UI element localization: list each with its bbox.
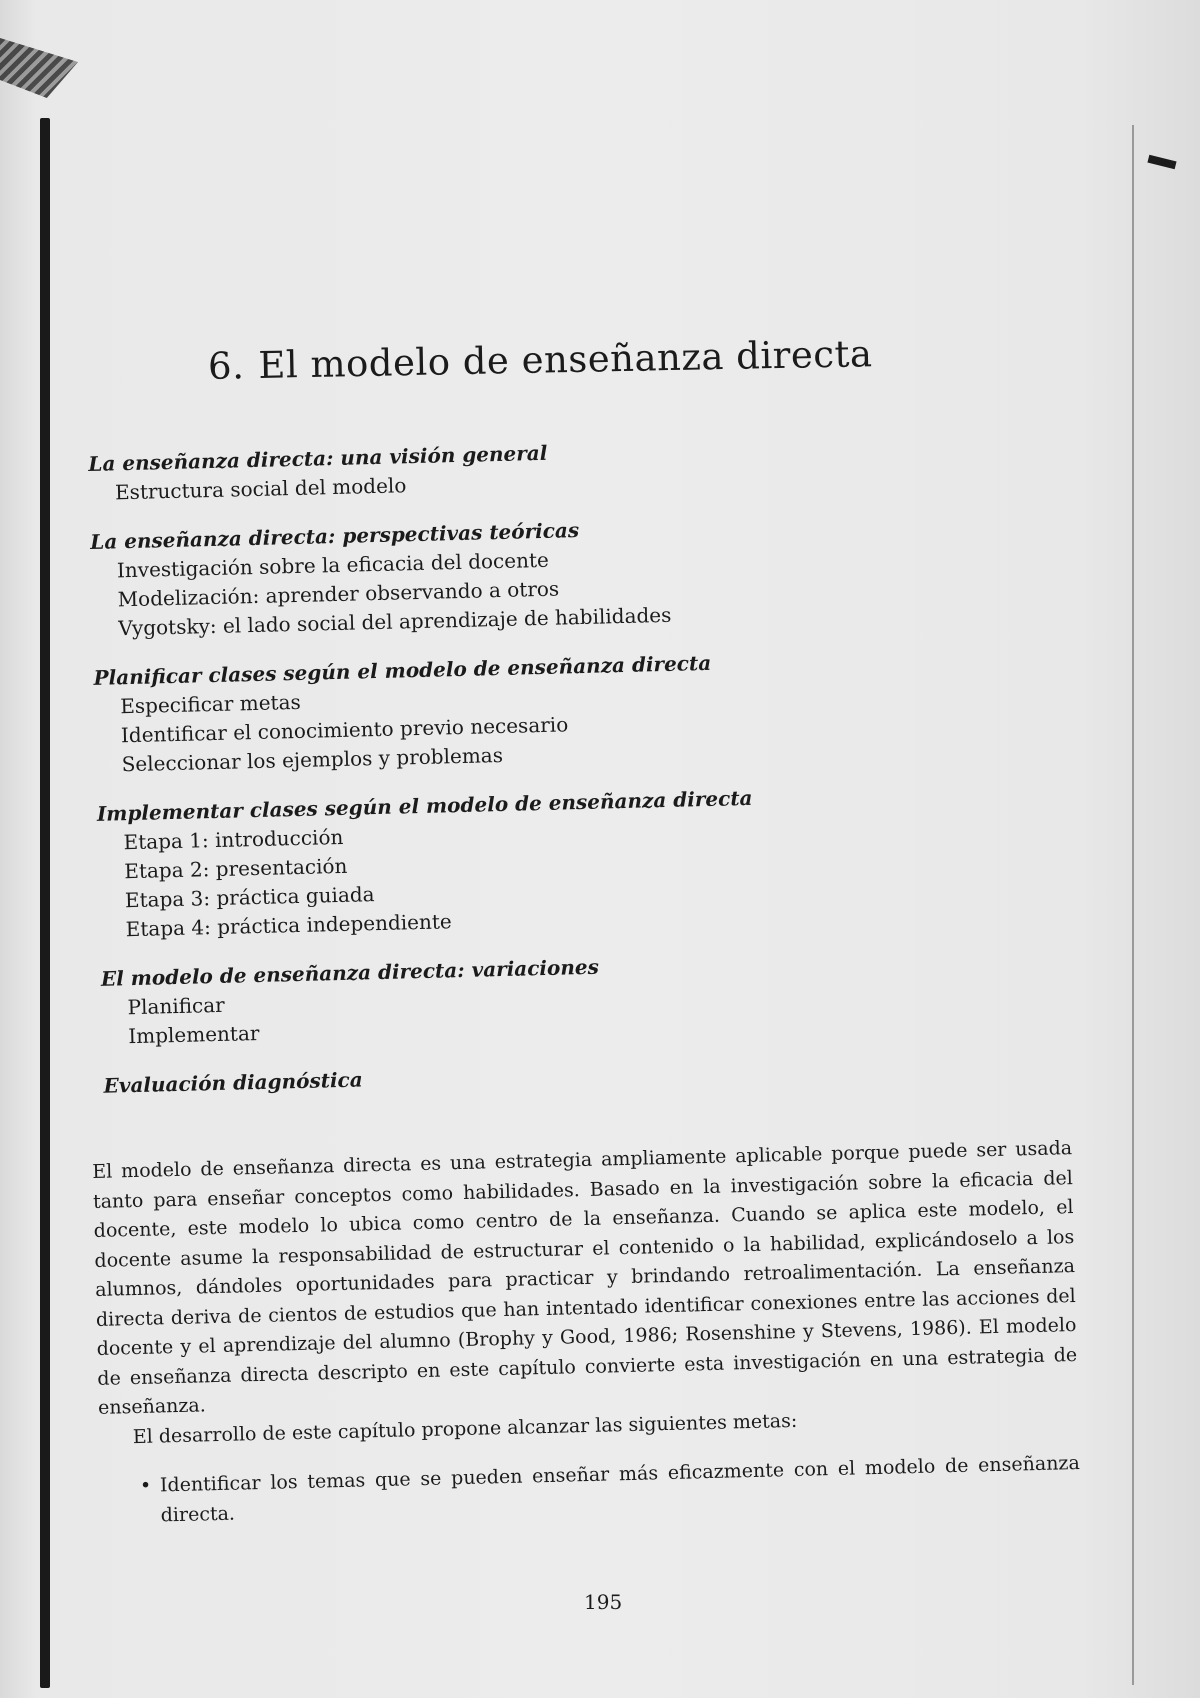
outline-item: Vygotsky: el lado social del aprendizaje de habilidades: [118, 602, 672, 641]
outline-item: Especificar metas: [119, 689, 302, 719]
outline-item: Etapa 3: práctica guiada: [124, 882, 375, 913]
outline-item: Planificar: [127, 992, 225, 1020]
outline-heading: La enseñanza directa: una visión general: [88, 440, 548, 476]
outline-item: Identificar el conocimiento previo necesario: [120, 712, 569, 748]
chapter-title-text: El modelo de enseñanza directa: [257, 332, 873, 387]
outline-section: [88, 433, 789, 508]
outline-item: Implementar: [128, 1020, 260, 1049]
page-number: 195: [584, 1590, 623, 1614]
page-right-edge: [1132, 125, 1144, 1685]
outline-item: Etapa 4: práctica independiente: [125, 909, 453, 942]
outline-item: Seleccionar los ejemplos y problemas: [121, 742, 504, 777]
body-paragraph: El desarrollo de este capítulo propone alcanzar las siguientes metas:: [132, 1409, 798, 1448]
bullet-icon: •: [139, 1474, 152, 1497]
list-item-text: Identificar los temas que se pueden enseñar más eficazmente con el modelo de enseñanza directa.: [159, 1451, 1081, 1526]
outline-heading: Implementar clases según el modelo de enseñanza directa: [96, 785, 753, 826]
outline-section: [97, 783, 800, 945]
outline-item: Investigación sobre la eficacia del docente: [116, 547, 550, 583]
goals-list: [100, 1449, 1081, 1532]
chapter-number: 6.: [207, 344, 245, 388]
outline-item: Etapa 1: introducción: [123, 824, 344, 855]
body-paragraph: El modelo de enseñanza directa es una estrategia ampliamente aplicable porque puede ser usada tanto para enseñar conceptos como habilidades. Basado en la investigación sobre la eficacia del docente, este modelo lo ubica como centro de la enseñanza. Cuando se aplica este modelo, el docente asume la responsabilidad de estructurar el contenido o la habilidad, explicándoselo a los alumnos, dándoles oportunidades para practicar y brindando retroalimentación. La enseñanza directa deriva de cientos de estudios que han intentado identificar conexiones entre las acciones del docente y el aprendizaje del alumno (Brophy y Good, 1986; Rosenshine y Stevens, 1986). El modelo de enseñanza directa descripto en este capítulo convierte esta investigación en una estrategia de enseñanza.: [92, 1137, 1078, 1419]
outline-section: [103, 1055, 803, 1101]
page-edge-mark: [1147, 155, 1176, 170]
chapter-title: [208, 331, 929, 388]
chapter-outline: [88, 433, 804, 1121]
outline-section: [101, 948, 803, 1052]
outline-section: [90, 511, 793, 644]
outline-item: Modelización: aprender observando a otros: [117, 576, 560, 612]
outline-heading: Evaluación diagnóstica: [103, 1067, 363, 1098]
outline-item: Etapa 2: presentación: [124, 853, 348, 884]
list-item: [140, 1449, 1081, 1531]
page-corner-shadow: [0, 38, 78, 98]
outline-item: Estructura social del modelo: [114, 473, 407, 505]
outline-heading: El modelo de enseñanza directa: variaciones: [100, 954, 600, 991]
chapter-introduction: [92, 1134, 1081, 1532]
outline-section: [93, 647, 796, 780]
outline-heading: La enseñanza directa: perspectivas teóricas: [89, 518, 580, 554]
outline-heading: Planificar clases según el modelo de enseñanza directa: [93, 650, 712, 690]
book-spine-shadow: [40, 118, 50, 1688]
